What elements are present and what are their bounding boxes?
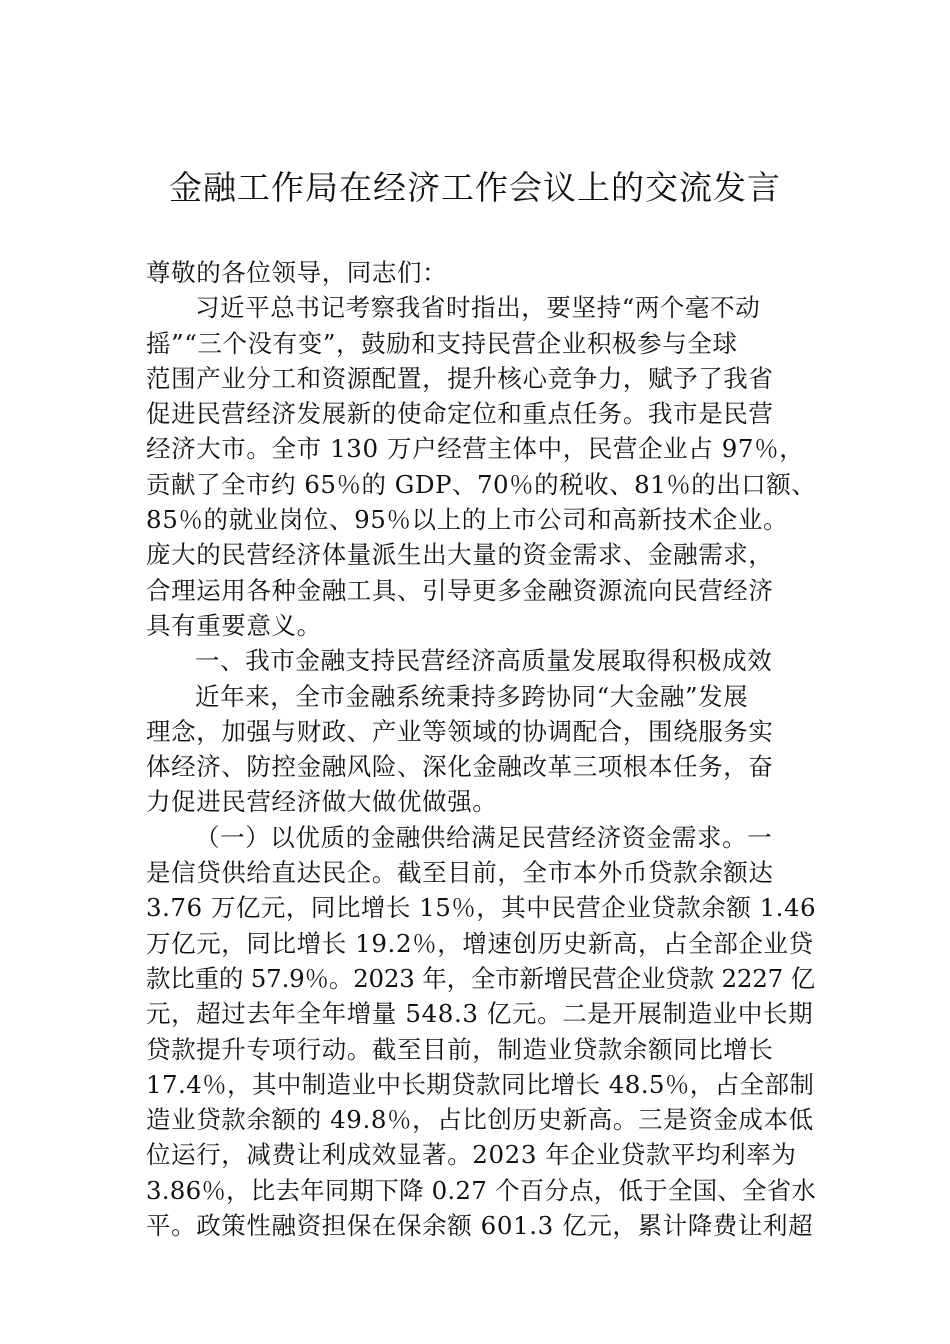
text-line: 经济大市。全市 130 万户经营主体中，民营企业占 97％， xyxy=(146,434,805,464)
text-line: 近年来，全市金融系统秉持多跨协同“大金融”发展 xyxy=(195,681,749,711)
text-line: 平。政策性融资担保在保余额 601.3 亿元，累计降费让利超 xyxy=(146,1211,814,1241)
document-title: 金融工作局在经济工作会议上的交流发言 xyxy=(169,168,781,207)
text-line: 力促进民营经济做大做优做强。 xyxy=(146,787,498,817)
document-body xyxy=(146,255,816,1243)
text-line: 17.4％，其中制造业中长期贷款同比增长 48.5％，占全部制 xyxy=(146,1069,815,1099)
text-line: 合理运用各种金融工具、引导更多金融资源流向民营经济 xyxy=(146,575,774,605)
text-line: 造业贷款余额的 49.8％，占比创历史新高。三是资金成本低 xyxy=(146,1105,814,1135)
text-line: 款比重的 57.9％。2023 年，全市新增民营企业贷款 2227 亿 xyxy=(146,963,815,993)
text-line: （一）以优质的金融供给满足民营经济资金需求。一 xyxy=(195,822,773,852)
text-line: 促进民营经济发展新的使命定位和重点任务。我市是民营 xyxy=(146,399,774,429)
text-line: 范围产业分工和资源配置，提升核心竞争力，赋予了我省 xyxy=(146,363,774,393)
text-line: 贷款提升专项行动。截至目前，制造业贷款余额同比增长 xyxy=(146,1034,774,1064)
text-line: 尊敬的各位领导，同志们： xyxy=(146,258,448,287)
text-line: 一、我市金融支持民营经济高质量发展取得积极成效 xyxy=(195,646,773,676)
text-line: 体经济、防控金融风险、深化金融改革三项根本任务，奋 xyxy=(146,752,774,782)
text-line: 庞大的民营经济体量派生出大量的资金需求、金融需求， xyxy=(146,540,774,570)
text-line: 习近平总书记考察我省时指出，要坚持“两个毫不动 xyxy=(195,293,761,323)
text-line: 贡献了全市约 65％的 GDP、70％的税收、81％的出口额、 xyxy=(146,469,817,499)
text-line: 3.86％，比去年同期下降 0.27 个百分点，低于全国、全省水 xyxy=(146,1175,817,1205)
text-line: 具有重要意义。 xyxy=(146,610,322,640)
text-line: 85％的就业岗位、95％以上的上市公司和高新技术企业。 xyxy=(146,505,789,535)
text-line: 摇”“三个没有变”，鼓励和支持民营企业积极参与全球 xyxy=(146,328,738,358)
text-line: 万亿元，同比增长 19.2％，增速创历史新高，占全部企业贷 xyxy=(146,928,814,958)
text-line: 3.76 万亿元，同比增长 15％，其中民营企业贷款余额 1.46 xyxy=(146,893,817,923)
text-line: 元，超过去年全年增量 548.3 亿元。二是开展制造业中长期 xyxy=(146,999,814,1029)
text-line: 位运行，减费让利成效显著。2023 年企业贷款平均利率为 xyxy=(146,1140,797,1170)
text-line: 是信贷供给直达民企。截至目前，全市本外币贷款余额达 xyxy=(146,858,774,888)
text-line: 理念，加强与财政、产业等领域的协调配合，围绕服务实 xyxy=(146,716,774,746)
